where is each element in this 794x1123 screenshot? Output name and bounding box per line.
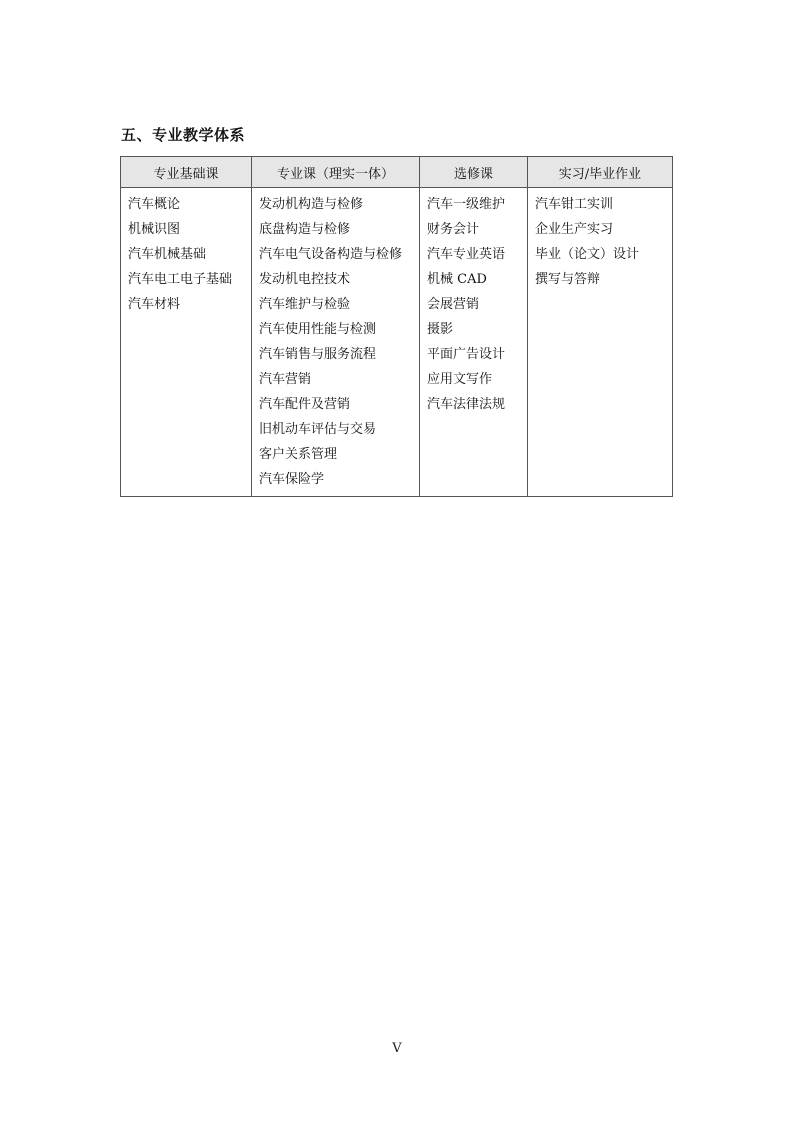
- internship-graduation-cell: [528, 188, 673, 497]
- elective-courses-cell: [420, 188, 528, 497]
- list-item: 汽车概论: [128, 197, 181, 212]
- basic-courses-cell: [121, 188, 252, 497]
- list-item: 汽车法律法规: [427, 397, 506, 412]
- table-header-row: [121, 157, 673, 188]
- list-item: 底盘构造与检修: [259, 222, 351, 237]
- list-item: 汽车保险学: [259, 472, 325, 487]
- list-item: 汽车销售与服务流程: [259, 347, 377, 362]
- list-item: 汽车材料: [128, 297, 181, 312]
- list-item: 汽车维护与检验: [259, 297, 351, 312]
- list-item: 旧机动车评估与交易: [259, 422, 377, 437]
- list-item: 摄影: [427, 322, 454, 337]
- list-item: 撰写与答辩: [535, 272, 601, 287]
- header-basic-courses: 专业基础课: [121, 157, 252, 188]
- list-item: 汽车专业英语: [427, 247, 506, 262]
- list-item: 机械识图: [128, 222, 181, 237]
- curriculum-table: [120, 156, 673, 497]
- list-item: 会展营销: [427, 297, 480, 312]
- list-item: 汽车使用性能与检测: [259, 322, 377, 337]
- section-title: 五、专业教学体系: [121, 126, 246, 144]
- major-courses-cell: [252, 188, 420, 497]
- header-elective-courses: 选修课: [420, 157, 528, 188]
- list-item: 客户关系管理: [259, 447, 338, 462]
- list-item: 发动机电控技术: [259, 272, 351, 287]
- list-item: 毕业（论文）设计: [535, 247, 640, 262]
- list-item: 汽车配件及营销: [259, 397, 351, 412]
- list-item: 汽车电气设备构造与检修: [259, 247, 403, 262]
- list-item: 汽车一级维护: [427, 197, 506, 212]
- table-row: [121, 188, 673, 497]
- list-item: 汽车机械基础: [128, 247, 207, 262]
- list-item: 汽车营销: [259, 372, 312, 387]
- list-item: 平面广告设计: [427, 347, 506, 362]
- list-item: 财务会计: [427, 222, 480, 237]
- header-internship-graduation: 实习/毕业作业: [528, 157, 673, 188]
- list-item: 汽车钳工实训: [535, 197, 614, 212]
- list-item: 汽车电工电子基础: [128, 272, 233, 287]
- list-item: 企业生产实习: [535, 222, 614, 237]
- page-number: V: [392, 1041, 402, 1056]
- list-item: 机械 CAD: [427, 272, 487, 287]
- list-item: 发动机构造与检修: [259, 197, 364, 212]
- header-major-courses: 专业课（理实一体）: [252, 157, 420, 188]
- list-item: 应用文写作: [427, 372, 493, 387]
